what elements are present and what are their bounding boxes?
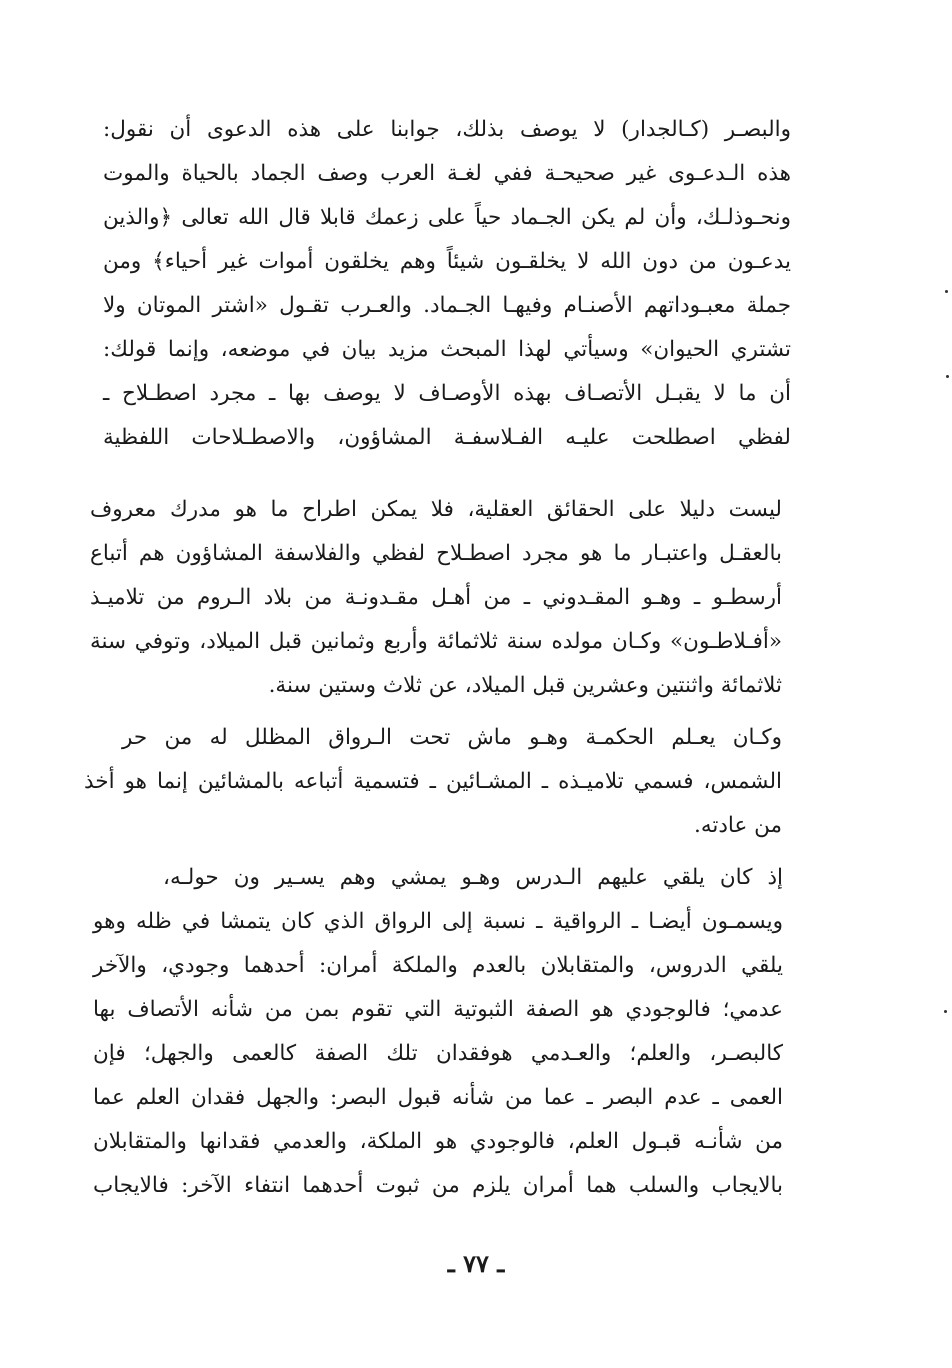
text-line: يدعـون من دون الله لا يخلقـون شيئاً وهم يخلقون أموات غير أحياء﴾ ومن: [103, 249, 791, 274]
text-line: يلقي الدروس، والمتقابلان بالعدم والملكة أمران: أحدهما وجودي، والآخر: [93, 953, 783, 978]
text-line: هذه الـدعـوى غير صحيحـة ففي لغـة العرب وصف الجماد بالحياة والموت: [103, 161, 791, 186]
text-line: أرسطـو ـ وهـو المقـدوني ـ من أهـل مقـدونـة من بلاد الـروم من تلاميـذ: [90, 585, 782, 610]
scan-speck: [944, 1010, 947, 1013]
scan-speck: [946, 375, 949, 378]
paragraph-2: [90, 490, 782, 720]
text-line: عدمي؛ فالوجودي هو الصفة الثبوتية التي تقوم بمن من شأنه الأتصاف بها: [93, 997, 783, 1022]
text-line: إذ كان يلقي عليهم الـدرس وهـو يمشي وهم يسـير ون حولـه،: [163, 865, 783, 890]
text-line: جملة معبـوداتهم الأصنـام وفيهـا الجـماد. والعـرب تقـول «اشتر الموتان ولا: [103, 293, 791, 318]
text-line: وكـان يعـلم الحكمـة وهـو ماش تحت الـرواق المظلل له من حر: [122, 725, 782, 750]
text-line: لفظي اصطلحت عليـه الفـلاسفـة المشاؤون، والاصطـلاحات اللفظية: [103, 425, 791, 450]
text-line: ونحـوذلـك، وأن لم يكن الجـماد حياً على زعمك قابلا قال الله تعالى ﴿والذين: [103, 205, 791, 230]
text-line: «أفـلاطـون» وكـان مولده سنة ثلاثمائة وأربع وثمانين قبل الميلاد، وتوفي سنة: [90, 629, 782, 654]
text-line: من عادته.: [693, 813, 782, 838]
page-number: ـ ٧٧ ـ: [447, 1249, 505, 1278]
text-line: الشمس، فسمي تلاميـذه ـ المشـائين ـ فتسمية أتباعه بالمشائين إنما هو أخذ: [84, 769, 782, 794]
text-line: العمى ـ عدم البصر ـ عما من شأنه قبول البصر: والجهل فقدان العلم عما: [93, 1085, 783, 1110]
text-line: كالبصـر، والعلم؛ والعـدمي هوفقدان تلك الصفة كالعمى والجهل؛ فإن: [93, 1041, 783, 1066]
text-line: ليست دليلا على الحقائق العقلية، فلا يمكن اطراح ما هو مدرك معروف: [90, 497, 782, 522]
text-line: ثلاثمائة واثنتين وعشرين قبل الميلاد، عن ثلاث وستين سنة.: [268, 673, 782, 698]
text-line: تشتري الحيوان» وسيأتي لهذا المبحث مزيد بيان في موضعه، وإنما قولك:: [103, 337, 791, 362]
paragraph-4: [93, 858, 783, 1218]
text-line: من شأنـه قبـول العلم، فالوجودي هو الملكة، والعدمي فقدانها والمتقابلان: [93, 1129, 783, 1154]
scan-speck: [945, 290, 948, 293]
text-line: بالعقـل واعتبـار ما هو مجرد اصطـلاح لفظي والفلاسفة المشاؤون هم أتباع: [90, 541, 782, 566]
text-line: والبصـر (كـالجدار) لا يوصف بذلك، جوابنا على هذه الدعوى أن نقول:: [103, 117, 791, 142]
paragraph-1: [103, 110, 791, 470]
text-line: ويسمـون أيضـا ـ الرواقية ـ نسبة إلى الرواق الذي كان يتمشا في ظله وهو: [93, 909, 783, 934]
paragraph-3: [84, 718, 782, 848]
text-line: أن ما لا يقبـل الأتصـاف بهذه الأوصـاف لا يوصف بها ـ مجرد اصطـلاح ـ: [103, 381, 791, 406]
text-line: بالايجاب والسلب هما أمران يلزم من ثبوت أحدهما انتفاء الآخر: فالايجاب: [93, 1173, 783, 1198]
